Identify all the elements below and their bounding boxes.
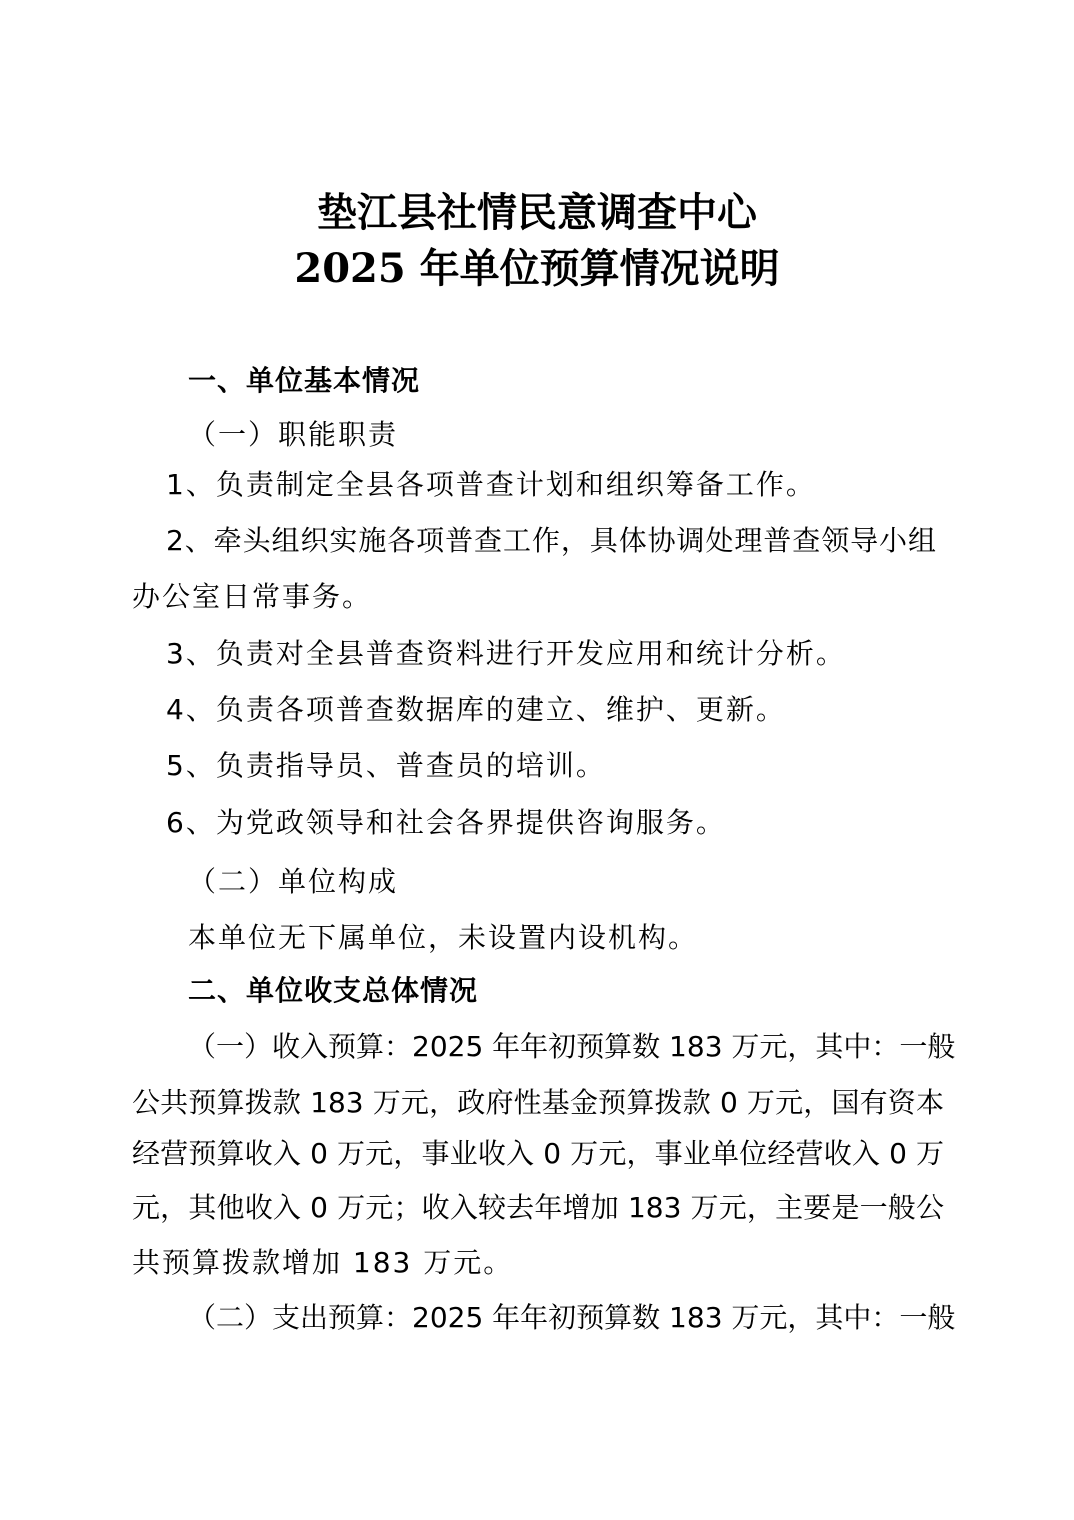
income-line: （一）收入预算：2025 年年初预算数 183 万元，其中：一般 xyxy=(188,1030,956,1063)
income-line: 经营预算收入 0 万元，事业收入 0 万元，事业单位经营收入 0 万 xyxy=(132,1137,944,1170)
subsection-heading: （一）职能职责 xyxy=(188,418,399,451)
section-heading: 二、单位收支总体情况 xyxy=(188,974,479,1007)
subsection-heading: （二）单位构成 xyxy=(188,865,399,898)
duty-item: 6、为党政领导和社会各界提供咨询服务。 xyxy=(166,806,726,839)
duty-item-continuation: 办公室日常事务。 xyxy=(132,580,373,613)
income-line: 共预算拨款增加 183 万元。 xyxy=(132,1246,514,1279)
document-title-line1: 垫江县社情民意调查中心 xyxy=(317,189,757,236)
income-line: 元，其他收入 0 万元；收入较去年增加 183 万元，主要是一般公 xyxy=(132,1191,944,1224)
duty-item: 2、牵头组织实施各项普查工作，具体协调处理普查领导小组 xyxy=(166,524,936,557)
document-title-line2: 2025 年单位预算情况说明 xyxy=(294,245,780,292)
expense-line: （二）支出预算：2025 年年初预算数 183 万元，其中：一般 xyxy=(188,1301,956,1334)
duty-item: 3、负责对全县普查资料进行开发应用和统计分析。 xyxy=(166,637,846,670)
duty-item: 1、负责制定全县各项普查计划和组织筹备工作。 xyxy=(166,468,816,501)
paragraph-text: 本单位无下属单位，未设置内设机构。 xyxy=(188,921,699,954)
section-heading: 一、单位基本情况 xyxy=(188,364,421,397)
duty-item: 5、负责指导员、普查员的培训。 xyxy=(166,749,606,782)
income-line: 公共预算拨款 183 万元，政府性基金预算拨款 0 万元，国有资本 xyxy=(132,1086,944,1119)
duty-item: 4、负责各项普查数据库的建立、维护、更新。 xyxy=(166,693,786,726)
